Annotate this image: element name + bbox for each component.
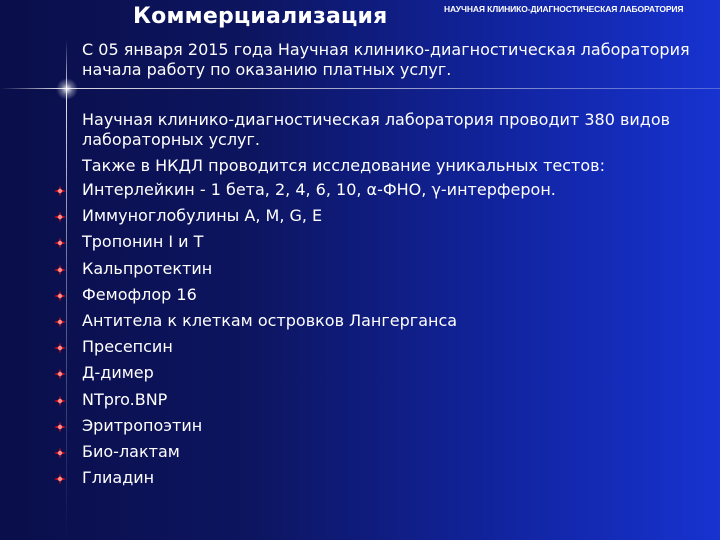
test-name: Пресепсин [82, 337, 173, 357]
red-spark-bullet-icon [53, 211, 67, 223]
decorative-horizontal-line [0, 88, 720, 89]
red-spark-bullet-icon [53, 342, 67, 354]
red-spark-bullet-icon [53, 185, 67, 197]
red-spark-bullet-icon [53, 447, 67, 459]
red-spark-bullet-icon [53, 264, 67, 276]
services-paragraph: Научная клинико-диагностическая лаборатория проводит 380 видов лабораторных услуг. [82, 110, 671, 149]
test-name: Эритропоэтин [82, 415, 203, 435]
decorative-spark-icon [56, 78, 78, 100]
red-spark-bullet-icon [53, 368, 67, 380]
test-name: NTpro.BNP [82, 389, 168, 409]
organization-header: НАУЧНАЯ КЛИНИКО-ДИАГНОСТИЧЕСКАЯ ЛАБОРАТОРИЯ [444, 4, 684, 14]
red-spark-bullet-icon [53, 473, 67, 485]
red-spark-bullet-icon [53, 237, 67, 249]
red-spark-bullet-icon [53, 316, 67, 328]
test-name: Интерлейкин - 1 бета, 2, 4, 6, 10, α-ФНО, γ-интерферон. [82, 180, 556, 199]
intro-paragraph: С 05 января 2015 года Научная клинико-диагностическая лаборатория начала работу по оказанию платных услуг. [82, 40, 690, 79]
red-spark-bullet-icon [53, 290, 67, 302]
test-name: Глиадин [82, 468, 155, 488]
test-name: Био-лактам [82, 442, 180, 461]
test-name: Иммуноглобулины А, M, G, E [82, 206, 323, 226]
test-name: Антитела к клеткам островков Лангерганса [82, 311, 458, 330]
test-name: Фемофлор 16 [82, 284, 197, 304]
red-spark-bullet-icon [53, 395, 67, 407]
test-name: Д-димер [82, 363, 154, 383]
test-name: Кальпротектин [82, 258, 213, 278]
unique-tests-intro: Также в НКДЛ проводится исследование уникальных тестов: [82, 156, 605, 175]
slide-title: Коммерциализация [133, 4, 388, 29]
test-name: Тропонин I и T [82, 232, 204, 252]
red-spark-bullet-icon [53, 421, 67, 433]
